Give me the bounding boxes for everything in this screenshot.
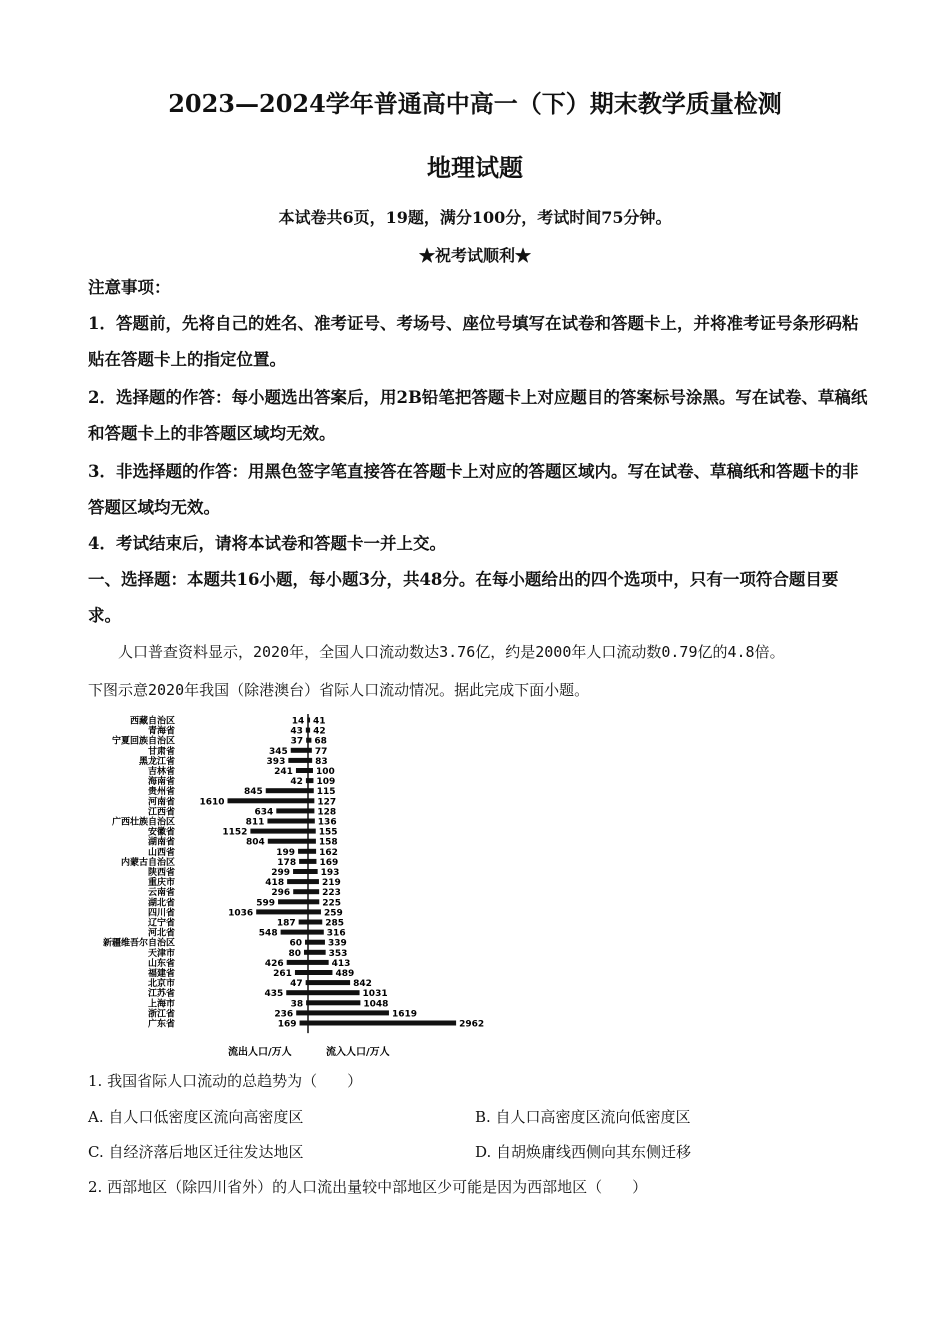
province-label: 上海市 bbox=[147, 999, 175, 1010]
note-item-4: 4．考试结束后，请将本试卷和答题卡一并上交。 bbox=[88, 534, 446, 553]
exam-info: 本试卷共6页，19题，满分100分，考试时间75分钟。 bbox=[278, 208, 672, 227]
province-label: 辽宁省 bbox=[147, 918, 175, 929]
intro-line-1: 人口普查资料显示，2020年，全国人口流动数达3.76亿，约是2000年人口流动数0.79亿的4.8倍。 bbox=[118, 643, 785, 661]
exam-title: 2023—2024学年普通高中高一（下）期末教学质量检测 bbox=[168, 89, 782, 118]
outflow-value: 1152 bbox=[222, 827, 248, 838]
province-label: 内蒙古自治区 bbox=[120, 857, 175, 868]
outflow-value: 178 bbox=[277, 857, 297, 868]
inflow-bar bbox=[308, 748, 312, 753]
outflow-bar bbox=[299, 859, 308, 864]
outflow-bar bbox=[293, 889, 308, 894]
outflow-bar bbox=[306, 980, 308, 985]
inflow-value: 109 bbox=[316, 777, 336, 788]
province-label: 北京市 bbox=[147, 979, 175, 990]
province-label: 广东省 bbox=[147, 1019, 175, 1030]
question-1-option-a: A. 自人口低密度区流向高密度区 bbox=[88, 1108, 304, 1126]
inflow-bar bbox=[308, 909, 321, 914]
outflow-bar bbox=[281, 930, 308, 935]
inflow-bar bbox=[308, 899, 319, 904]
outflow-value: 1036 bbox=[228, 908, 254, 919]
outflow-bar bbox=[228, 798, 309, 803]
province-label: 黑龙江省 bbox=[138, 756, 175, 767]
inflow-bar bbox=[308, 970, 332, 975]
inflow-bar bbox=[308, 728, 310, 733]
inflow-value: 100 bbox=[316, 767, 335, 777]
inflow-value: 68 bbox=[314, 736, 327, 747]
inflow-value: 316 bbox=[326, 928, 346, 939]
inflow-value: 127 bbox=[317, 797, 337, 808]
inflow-bar bbox=[308, 849, 316, 854]
inflow-value: 155 bbox=[318, 827, 338, 838]
inflow-value: 339 bbox=[327, 938, 347, 949]
inflow-value: 1619 bbox=[391, 1009, 418, 1020]
outflow-value: 599 bbox=[256, 898, 276, 909]
outflow-bar bbox=[306, 778, 308, 783]
outflow-bar bbox=[293, 869, 308, 874]
province-label: 河南省 bbox=[147, 797, 175, 808]
inflow-value: 285 bbox=[325, 918, 345, 929]
inflow-value: 83 bbox=[315, 756, 328, 767]
province-label: 陕西省 bbox=[147, 868, 175, 878]
outflow-bar bbox=[299, 920, 308, 925]
outflow-value: 296 bbox=[271, 888, 291, 899]
outflow-value: 634 bbox=[254, 807, 274, 818]
outflow-value: 804 bbox=[246, 837, 265, 848]
province-label: 山西省 bbox=[147, 847, 175, 858]
outflow-value: 47 bbox=[290, 979, 303, 990]
outflow-value: 187 bbox=[276, 918, 296, 929]
inflow-bar bbox=[308, 990, 360, 995]
inflow-bar bbox=[308, 768, 313, 773]
outflow-value: 393 bbox=[266, 756, 286, 767]
outflow-bar bbox=[256, 909, 308, 914]
inflow-value: 219 bbox=[321, 878, 341, 889]
inflow-value: 169 bbox=[319, 857, 339, 868]
province-label: 重庆市 bbox=[147, 878, 175, 889]
inflow-bar bbox=[308, 839, 316, 844]
province-label: 宁夏回族自治区 bbox=[111, 736, 175, 747]
outflow-bar bbox=[250, 829, 308, 834]
outflow-value: 199 bbox=[276, 847, 296, 858]
outflow-bar bbox=[296, 768, 308, 773]
inflow-value: 223 bbox=[322, 888, 341, 899]
outflow-bar bbox=[300, 1021, 308, 1026]
inflow-bar bbox=[308, 980, 350, 985]
question-2-stem: 2. 西部地区（除四川省外）的人口流出量较中部地区少可能是因为西部地区（ ） bbox=[88, 1178, 648, 1196]
inflow-value: 413 bbox=[331, 958, 351, 969]
outflow-value: 42 bbox=[290, 777, 303, 788]
inflow-value: 489 bbox=[335, 969, 355, 979]
inflow-bar bbox=[308, 1010, 389, 1015]
outflow-value: 299 bbox=[271, 868, 291, 878]
outflow-value: 426 bbox=[264, 958, 284, 969]
outflow-axis-label: 流出人口/万人 bbox=[228, 1047, 292, 1059]
inflow-bar bbox=[308, 930, 324, 935]
intro-line-2: 下图示意2020年我国（除港澳台）省际人口流动情况。据此完成下面小题。 bbox=[88, 681, 590, 699]
inflow-bar bbox=[308, 879, 319, 884]
outflow-value: 37 bbox=[290, 736, 304, 747]
province-label: 甘肃省 bbox=[147, 746, 175, 757]
province-label: 海南省 bbox=[147, 777, 175, 788]
inflow-value: 1031 bbox=[362, 989, 388, 1000]
exam-wish: ★祝考试顺利★ bbox=[418, 246, 531, 265]
inflow-bar bbox=[308, 778, 313, 783]
section-heading: 一、选择题：本题共16小题，每小题3分，共48分。在每小题给出的四个选项中，只有一项符合题目要求。 bbox=[88, 570, 839, 625]
outflow-bar bbox=[276, 808, 308, 813]
outflow-value: 43 bbox=[290, 726, 303, 737]
inflow-bar bbox=[308, 788, 314, 793]
inflow-bar bbox=[308, 869, 318, 874]
outflow-bar bbox=[278, 899, 308, 904]
inflow-value: 115 bbox=[316, 787, 336, 798]
province-label: 青海省 bbox=[147, 726, 175, 737]
outflow-bar bbox=[306, 738, 308, 743]
outflow-value: 435 bbox=[264, 989, 284, 1000]
outflow-value: 418 bbox=[265, 878, 285, 889]
inflow-bar bbox=[308, 1021, 456, 1026]
notes-heading: 注意事项： bbox=[88, 278, 171, 297]
outflow-bar bbox=[291, 748, 308, 753]
inflow-value: 193 bbox=[320, 868, 340, 878]
inflow-bar bbox=[308, 758, 312, 763]
migration-chart bbox=[0, 700, 520, 1060]
province-label: 天津市 bbox=[147, 948, 175, 959]
note-item-3: 3．非选择题的作答：用黑色签字笔直接答在答题卡上对应的答题区域内。写在试卷、草稿纸和答题卡的非答题区域均无效。 bbox=[88, 462, 859, 517]
inflow-value: 136 bbox=[317, 817, 337, 828]
outflow-bar bbox=[286, 990, 308, 995]
province-label: 贵州省 bbox=[147, 787, 175, 798]
outflow-bar bbox=[304, 950, 308, 955]
inflow-value: 42 bbox=[313, 726, 326, 737]
inflow-bar bbox=[308, 960, 329, 965]
province-label: 福建省 bbox=[147, 969, 175, 979]
inflow-value: 225 bbox=[322, 898, 342, 909]
outflow-bar bbox=[287, 879, 308, 884]
outflow-value: 169 bbox=[277, 1019, 297, 1030]
province-label: 新疆维吾尔自治区 bbox=[102, 938, 175, 949]
province-label: 山东省 bbox=[147, 958, 175, 969]
outflow-value: 261 bbox=[273, 969, 292, 979]
inflow-value: 259 bbox=[323, 908, 343, 919]
inflow-value: 41 bbox=[313, 716, 326, 727]
question-1-stem: 1. 我国省际人口流动的总趋势为（ ） bbox=[88, 1072, 363, 1090]
inflow-axis-label: 流入人口/万人 bbox=[326, 1047, 390, 1059]
outflow-value: 241 bbox=[274, 767, 293, 777]
outflow-bar bbox=[306, 1000, 308, 1005]
question-1-option-d: D. 自胡焕庸线西侧向其东侧迁移 bbox=[475, 1143, 692, 1161]
outflow-value: 38 bbox=[290, 999, 304, 1010]
inflow-value: 158 bbox=[318, 837, 338, 848]
outflow-bar bbox=[267, 819, 308, 824]
question-1-option-b: B. 自人口高密度区流向低密度区 bbox=[475, 1108, 691, 1126]
outflow-value: 548 bbox=[258, 928, 278, 939]
province-label: 西藏自治区 bbox=[129, 716, 175, 727]
inflow-bar bbox=[308, 738, 311, 743]
inflow-bar bbox=[308, 798, 314, 803]
inflow-value: 162 bbox=[319, 847, 338, 858]
province-label: 湖南省 bbox=[147, 837, 175, 848]
inflow-bar bbox=[308, 718, 310, 723]
province-label: 江苏省 bbox=[147, 989, 175, 1000]
province-label: 吉林省 bbox=[147, 767, 175, 777]
province-label: 安徽省 bbox=[147, 827, 175, 838]
inflow-bar bbox=[308, 889, 319, 894]
inflow-bar bbox=[308, 819, 315, 824]
outflow-value: 345 bbox=[268, 746, 288, 757]
inflow-bar bbox=[308, 940, 325, 945]
outflow-bar bbox=[307, 718, 308, 723]
province-label: 湖北省 bbox=[147, 898, 175, 909]
outflow-bar bbox=[287, 960, 308, 965]
note-item-1: 1．答题前，先将自己的姓名、准考证号、考场号、座位号填写在试卷和答题卡上，并将准考证号条形码粘贴在答题卡上的指定位置。 bbox=[88, 314, 859, 369]
subject-title: 地理试题 bbox=[427, 153, 523, 182]
inflow-value: 128 bbox=[317, 807, 337, 818]
inflow-value: 1048 bbox=[363, 999, 389, 1010]
outflow-value: 845 bbox=[243, 787, 263, 798]
inflow-bar bbox=[308, 950, 326, 955]
inflow-value: 77 bbox=[314, 746, 328, 757]
outflow-bar bbox=[266, 788, 308, 793]
province-label: 河北省 bbox=[147, 928, 175, 939]
outflow-bar bbox=[296, 1010, 308, 1015]
inflow-bar bbox=[308, 829, 316, 834]
outflow-value: 80 bbox=[288, 948, 301, 959]
outflow-value: 60 bbox=[289, 938, 302, 949]
province-label: 广西壮族自治区 bbox=[111, 817, 175, 828]
outflow-value: 236 bbox=[274, 1009, 294, 1020]
outflow-value: 811 bbox=[245, 817, 265, 828]
inflow-value: 2962 bbox=[459, 1019, 485, 1030]
outflow-bar bbox=[268, 839, 308, 844]
outflow-bar bbox=[288, 758, 308, 763]
inflow-bar bbox=[308, 920, 322, 925]
outflow-bar bbox=[298, 849, 308, 854]
question-1-option-c: C. 自经济落后地区迁往发达地区 bbox=[88, 1143, 304, 1161]
note-item-2: 2．选择题的作答：每小题选出答案后，用2B铅笔把答题卡上对应题目的答案标号涂黑。写在试卷、草稿纸和答题卡上的非答题区域均无效。 bbox=[88, 388, 868, 443]
province-label: 浙江省 bbox=[147, 1009, 175, 1020]
inflow-value: 842 bbox=[353, 979, 372, 990]
inflow-bar bbox=[308, 808, 314, 813]
outflow-bar bbox=[295, 970, 308, 975]
outflow-bar bbox=[306, 728, 308, 733]
province-label: 云南省 bbox=[147, 888, 175, 899]
inflow-value: 353 bbox=[328, 948, 348, 959]
inflow-bar bbox=[308, 1000, 360, 1005]
outflow-bar bbox=[305, 940, 308, 945]
province-label: 四川省 bbox=[147, 908, 175, 919]
inflow-bar bbox=[308, 859, 316, 864]
outflow-value: 14 bbox=[291, 716, 305, 727]
outflow-value: 1610 bbox=[199, 797, 225, 808]
province-label: 江西省 bbox=[147, 807, 175, 818]
